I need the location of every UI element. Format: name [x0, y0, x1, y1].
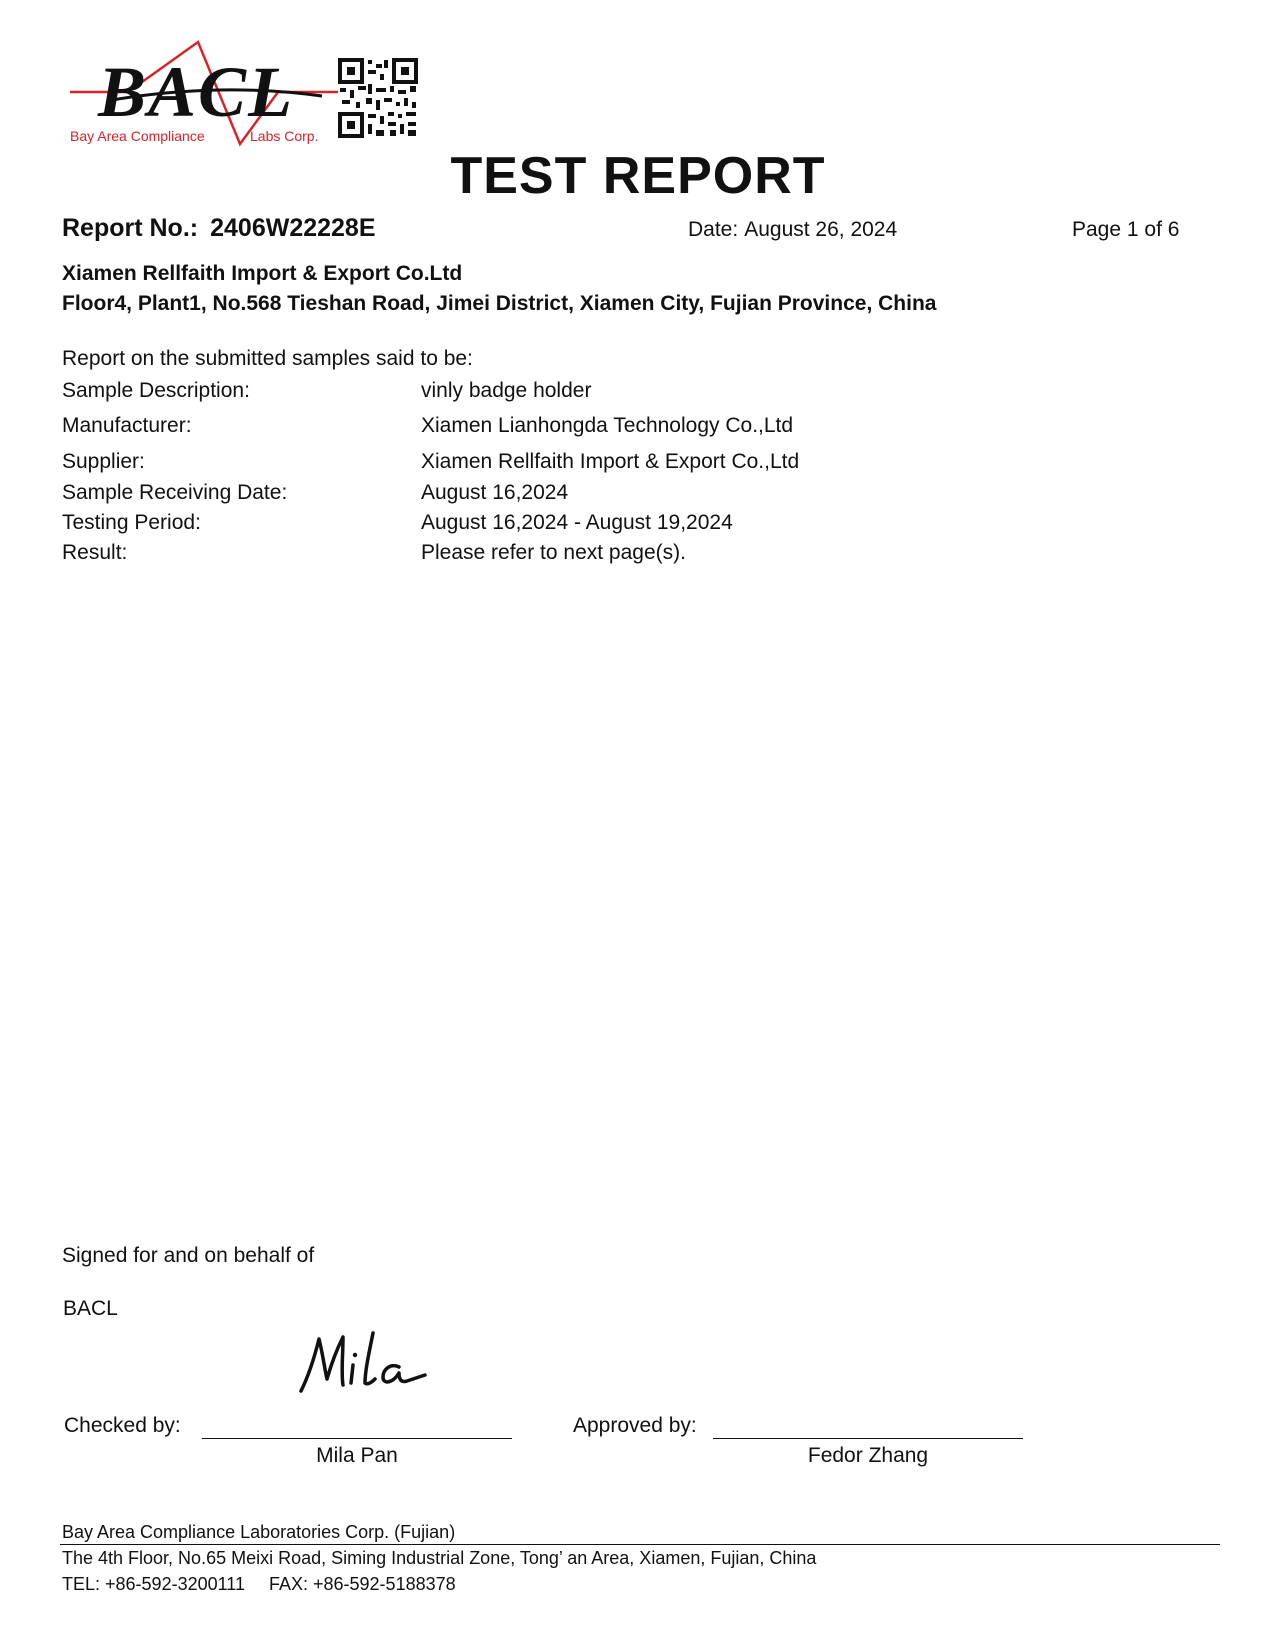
footer-tel: TEL: +86-592-3200111 — [62, 1574, 245, 1594]
svg-text:Labs Corp.: Labs Corp. — [250, 128, 319, 144]
report-number-value: 2406W22228E — [210, 214, 376, 242]
handwritten-signature — [295, 1325, 445, 1397]
field-value-sample-description: vinly badge holder — [421, 379, 592, 402]
field-value-result: Please refer to next page(s). — [421, 541, 686, 564]
field-label-manufacturer: Manufacturer: — [62, 414, 192, 437]
signed-on-behalf: Signed for and on behalf of — [62, 1244, 315, 1267]
checked-by-signature-line — [202, 1438, 512, 1439]
field-value-receiving-date: August 16,2024 — [421, 481, 569, 504]
field-label-result: Result: — [62, 541, 128, 564]
approved-by-signature-line — [713, 1438, 1023, 1439]
report-number-label: Report No.: — [62, 214, 199, 242]
qr-code-icon — [338, 58, 418, 138]
field-label-receiving-date: Sample Receiving Date: — [62, 481, 288, 504]
report-number — [62, 214, 376, 243]
checked-by-label: Checked by: — [64, 1414, 181, 1437]
field-label-testing-period: Testing Period: — [62, 511, 201, 534]
signing-company: BACL — [63, 1297, 118, 1320]
report-date-label: Date: — [688, 218, 739, 241]
approved-by-name: Fedor Zhang — [807, 1444, 929, 1467]
footer-company: Bay Area Compliance Laboratories Corp. (Fujian) — [62, 1522, 456, 1542]
field-label-supplier: Supplier: — [62, 450, 145, 473]
bacl-logo-graphic — [70, 40, 430, 155]
client-name: Xiamen Rellfaith Import & Export Co.Ltd — [62, 262, 463, 285]
report-date — [688, 218, 897, 242]
footer-address: The 4th Floor, No.65 Meixi Road, Siming Industrial Zone, Tong’ an Area, Xiamen, Fujian, China — [62, 1548, 817, 1568]
svg-text:Bay Area Compliance: Bay Area Compliance — [70, 128, 205, 144]
footer-contact — [62, 1574, 456, 1595]
field-value-manufacturer: Xiamen Lianhongda Technology Co.,Ltd — [421, 414, 794, 437]
footer-fax: FAX: +86-592-5188378 — [268, 1574, 456, 1594]
client-address: Floor4, Plant1, No.568 Tieshan Road, Jimei District, Xiamen City, Fujian Province, China — [62, 292, 937, 315]
page-indicator: Page 1 of 6 — [1072, 218, 1180, 241]
report-title: TEST REPORT — [450, 147, 826, 205]
svg-text:BACL: BACL — [98, 52, 295, 132]
bacl-logo — [70, 40, 430, 155]
field-value-supplier: Xiamen Rellfaith Import & Export Co.,Ltd — [421, 450, 800, 473]
report-date-value: August 26, 2024 — [744, 218, 898, 241]
footer-divider — [60, 1544, 1220, 1545]
approved-by-label: Approved by: — [573, 1414, 697, 1437]
field-label-sample-description: Sample Description: — [62, 379, 250, 402]
checked-by-name: Mila Pan — [316, 1444, 398, 1467]
report-intro: Report on the submitted samples said to be: — [62, 347, 473, 370]
field-value-testing-period: August 16,2024 - August 19,2024 — [421, 511, 733, 534]
